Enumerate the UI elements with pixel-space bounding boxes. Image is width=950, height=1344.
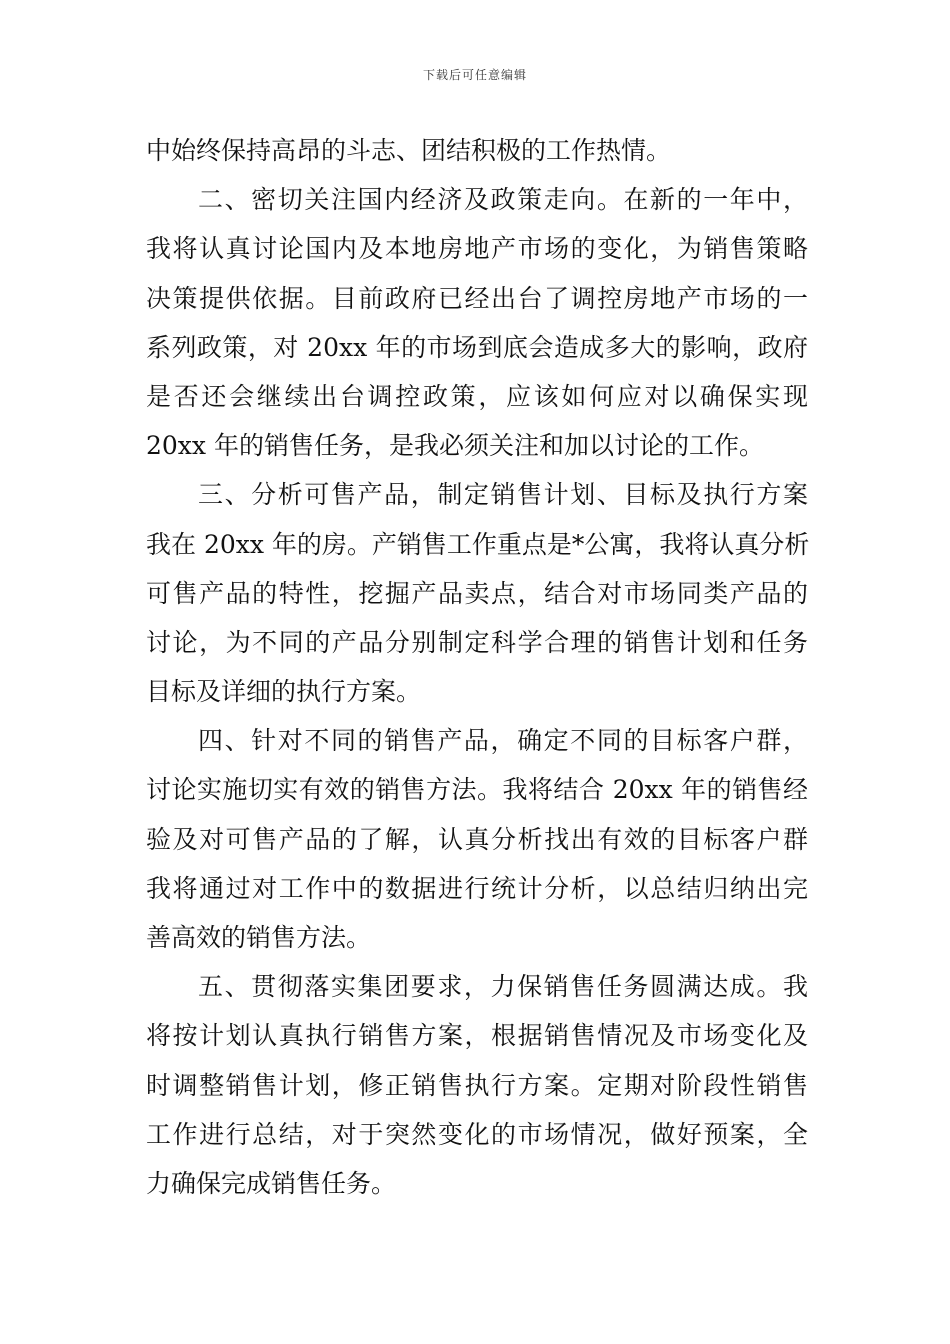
page-header: 下载后可任意编辑 — [422, 68, 527, 82]
paragraph-first-line: 四、针对不同的销售产品，确定不同的目标客户群， — [198, 726, 808, 756]
text-line: 善高效的销售方法。 — [146, 923, 372, 952]
text-line: 讨论实施切实有效的销售方法。我将结合 20xx 年的销售经 — [146, 775, 808, 805]
text-line: 20xx 年的销售任务，是我必须关注和加以讨论的工作。 — [146, 431, 764, 461]
text-line: 力确保完成销售任务。 — [146, 1168, 397, 1198]
text-line: 验及对可售产品的了解，认真分析找出有效的目标客户群 — [146, 824, 808, 854]
text-line: 我将通过对工作中的数据进行统计分析，以总结归纳出完 — [146, 873, 808, 903]
document-body — [146, 126, 808, 1208]
text-line: 系列政策，对 20xx 年的市场到底会造成多大的影响，政府 — [146, 332, 808, 362]
text-line: 中始终保持高昂的斗志、团结积极的工作热情。 — [146, 136, 672, 165]
text-line: 工作进行总结，对于突然变化的市场情况，做好预案，全 — [146, 1119, 808, 1149]
text-line: 时调整销售计划，修正销售执行方案。定期对阶段性销售 — [146, 1070, 808, 1100]
paragraph-first-line: 三、分析可售产品，制定销售计划、目标及执行方案 — [198, 480, 808, 510]
text-line: 决策提供依据。目前政府已经出台了调控房地产市场的一 — [146, 283, 808, 313]
text-line: 我在 20xx 年的房。产销售工作重点是*公寓，我将认真分析 — [146, 529, 810, 559]
text-line: 将按计划认真执行销售方案，根据销售情况及市场变化及 — [146, 1021, 808, 1051]
text-line: 可售产品的特性，挖掘产品卖点，结合对市场同类产品的 — [146, 578, 808, 608]
paragraph-first-line: 二、密切关注国内经济及政策走向。在新的一年中， — [198, 185, 808, 215]
text-line: 是否还会继续出台调控政策，应该如何应对以确保实现 — [146, 381, 808, 411]
text-line: 我将认真讨论国内及本地房地产市场的变化，为销售策略 — [146, 234, 808, 264]
text-line: 目标及详细的执行方案。 — [146, 677, 422, 707]
text-line: 讨论，为不同的产品分别制定科学合理的销售计划和任务 — [146, 627, 808, 657]
paragraph-first-line: 五、贯彻落实集团要求，力保销售任务圆满达成。我 — [198, 972, 808, 1002]
